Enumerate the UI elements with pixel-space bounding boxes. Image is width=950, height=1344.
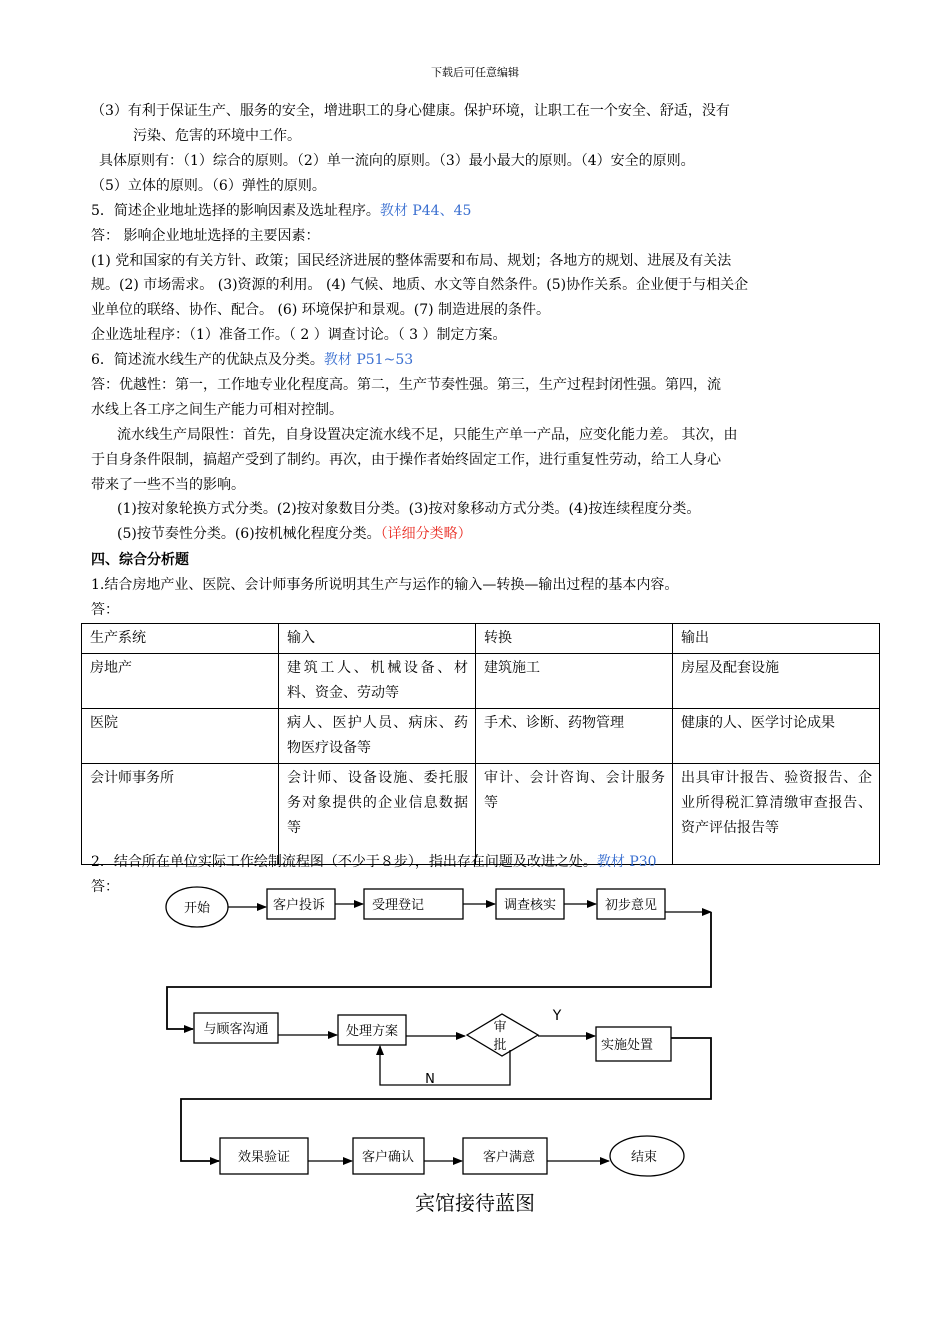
paragraph-line: 污染、危害的环境中工作。 (133, 128, 301, 144)
answer-line: 规。(2) 市场需求。 (3)资源的利用。 (4) 气候、地质、水文等自然条件。(5)协作关系。企业便于与相关企 (91, 277, 749, 293)
rework-loop (380, 1046, 510, 1085)
table-header-cell: 转换 (476, 624, 673, 654)
step-label: 客户投诉 (272, 898, 326, 913)
question-text: 2．结合所在单位实际工作绘制流程图（不少于８步），指出存在问题及改进之处。 (91, 854, 597, 870)
textbook-reference: 教材 P51~53 (323, 352, 414, 368)
answer-line: 水线上各工序之间生产能力可相对控制。 (91, 402, 343, 418)
step-label: 调查核实 (503, 898, 557, 913)
table-cell: 出具审计报告、验资报告、企业所得税汇算清缴审查报告、资产评估报告等 (673, 764, 880, 865)
table-cell: 房屋及配套设施 (673, 654, 880, 709)
question-5 (91, 201, 471, 221)
table-row (82, 654, 880, 709)
answer-line: 带来了一些不当的影响。 (91, 477, 245, 493)
table-header-cell: 输出 (673, 624, 880, 654)
answer-label: 答： (91, 602, 119, 618)
step-label: 初步意见 (604, 898, 658, 913)
answer-text: (5)按节奏性分类。(6)按机械化程度分类。 (117, 526, 381, 542)
table-cell: 建筑施工 (476, 654, 673, 709)
flow-connector (167, 912, 711, 1029)
table-cell: 手术、诊断、药物管理 (476, 709, 673, 764)
table-cell: 房地产 (82, 654, 279, 709)
textbook-reference: 教材 P30 (596, 854, 657, 870)
figure-caption: 宾馆接待蓝图 (415, 1191, 535, 1215)
page-header: 下载后可任意编辑 (431, 66, 519, 79)
answer-line: 企业选址程序：（1）准备工作。（ 2 ）调查讨论。（ 3 ）制定方案。 (91, 327, 507, 343)
step-label: 效果验证 (237, 1150, 291, 1165)
table-cell: 会计师事务所 (82, 764, 279, 865)
table-cell: 建筑工人、机械设备、材料、资金、劳动等 (279, 654, 476, 709)
step-label: 实施处置 (600, 1038, 654, 1053)
table-cell: 医院 (82, 709, 279, 764)
table-row (82, 764, 880, 865)
reception-blueprint-flowchart (0, 870, 950, 1190)
question-text: 5．简述企业地址选择的影响因素及选址程序。 (91, 203, 380, 219)
table-header-row (82, 624, 880, 654)
answer-line: 于自身条件限制，搞超产受到了制约。再次，由于操作者始终固定工作，进行重复性劳动，给工人身心 (91, 452, 721, 468)
answer-line: 答： 影响企业地址选择的主要因素： (91, 228, 320, 244)
table-cell: 会计师、设备设施、委托服务对象提供的企业信息数据等 (279, 764, 476, 865)
question-6 (91, 350, 413, 370)
end-label: 结束 (630, 1150, 658, 1165)
answer-line: (1)按对象轮换方式分类。(2)按对象数目分类。(3)按对象移动方式分类。(4)按连续程度分类。 (117, 501, 701, 517)
answer-line: (1) 党和国家的有关方针、政策；国民经济进展的整体需要和布局、规划；各地方的规划、进展及有关法 (91, 253, 732, 269)
table-cell: 审计、会计咨询、会计服务等 (476, 764, 673, 865)
answer-line (117, 524, 472, 544)
table-row (82, 709, 880, 764)
table-cell: 病人、医护人员、病床、药物医疗设备等 (279, 709, 476, 764)
textbook-reference: 教材 P44、45 (379, 203, 472, 219)
section-heading: 四、综合分析题 (91, 552, 189, 568)
paragraph-line: （3）有利于保证生产、服务的安全，增进职工的身心健康。保护环境，让职工在一个安全、舒适，没有 (91, 103, 730, 119)
table-header-cell: 输入 (279, 624, 476, 654)
step-label: 受理登记 (371, 898, 425, 913)
no-label: N (425, 1072, 435, 1087)
paragraph-line: 具体原则有：（1）综合的原则。（2）单一流向的原则。（3）最小最大的原则。（4）安全的原则。 (99, 153, 695, 169)
step-label: 处理方案 (345, 1024, 399, 1039)
decision-label: 审 (493, 1020, 507, 1035)
table-cell: 健康的人、医学讨论成果 (673, 709, 880, 764)
production-system-table (81, 623, 880, 865)
question-4-1: 1.结合房地产业、医院、会计师事务所说明其生产与运作的输入—转换—输出过程的基本内容。 (91, 577, 679, 593)
question-4-2 (91, 852, 657, 872)
answer-line: 答：优越性：第一，工作地专业化程度高。第二，生产节奏性强。第三，生产过程封闭性强。第四，流 (91, 377, 721, 393)
step-label: 客户确认 (361, 1150, 415, 1165)
question-text: 6．简述流水线生产的优缺点及分类。 (91, 352, 324, 368)
start-label: 开始 (183, 901, 211, 916)
answer-line: 流水线生产局限性：首先，自身设置决定流水线不足，只能生产单一产品，应变化能力差。 其次，由 (117, 427, 738, 443)
answer-line: 业单位的联络、协作、配合。 (6) 环境保护和景观。(7) 制造进展的条件。 (91, 302, 551, 318)
yes-label: Y (552, 1008, 562, 1024)
paragraph-line: （5）立体的原则。（6）弹性的原则。 (91, 178, 326, 194)
step-label: 客户满意 (482, 1150, 536, 1165)
decision-label: 批 (493, 1038, 507, 1053)
step-label: 与顾客沟通 (203, 1022, 269, 1037)
table-header-cell: 生产系统 (82, 624, 279, 654)
detail-omitted-note: （详细分类略） (380, 526, 472, 542)
answer-label: 答： (91, 879, 119, 895)
